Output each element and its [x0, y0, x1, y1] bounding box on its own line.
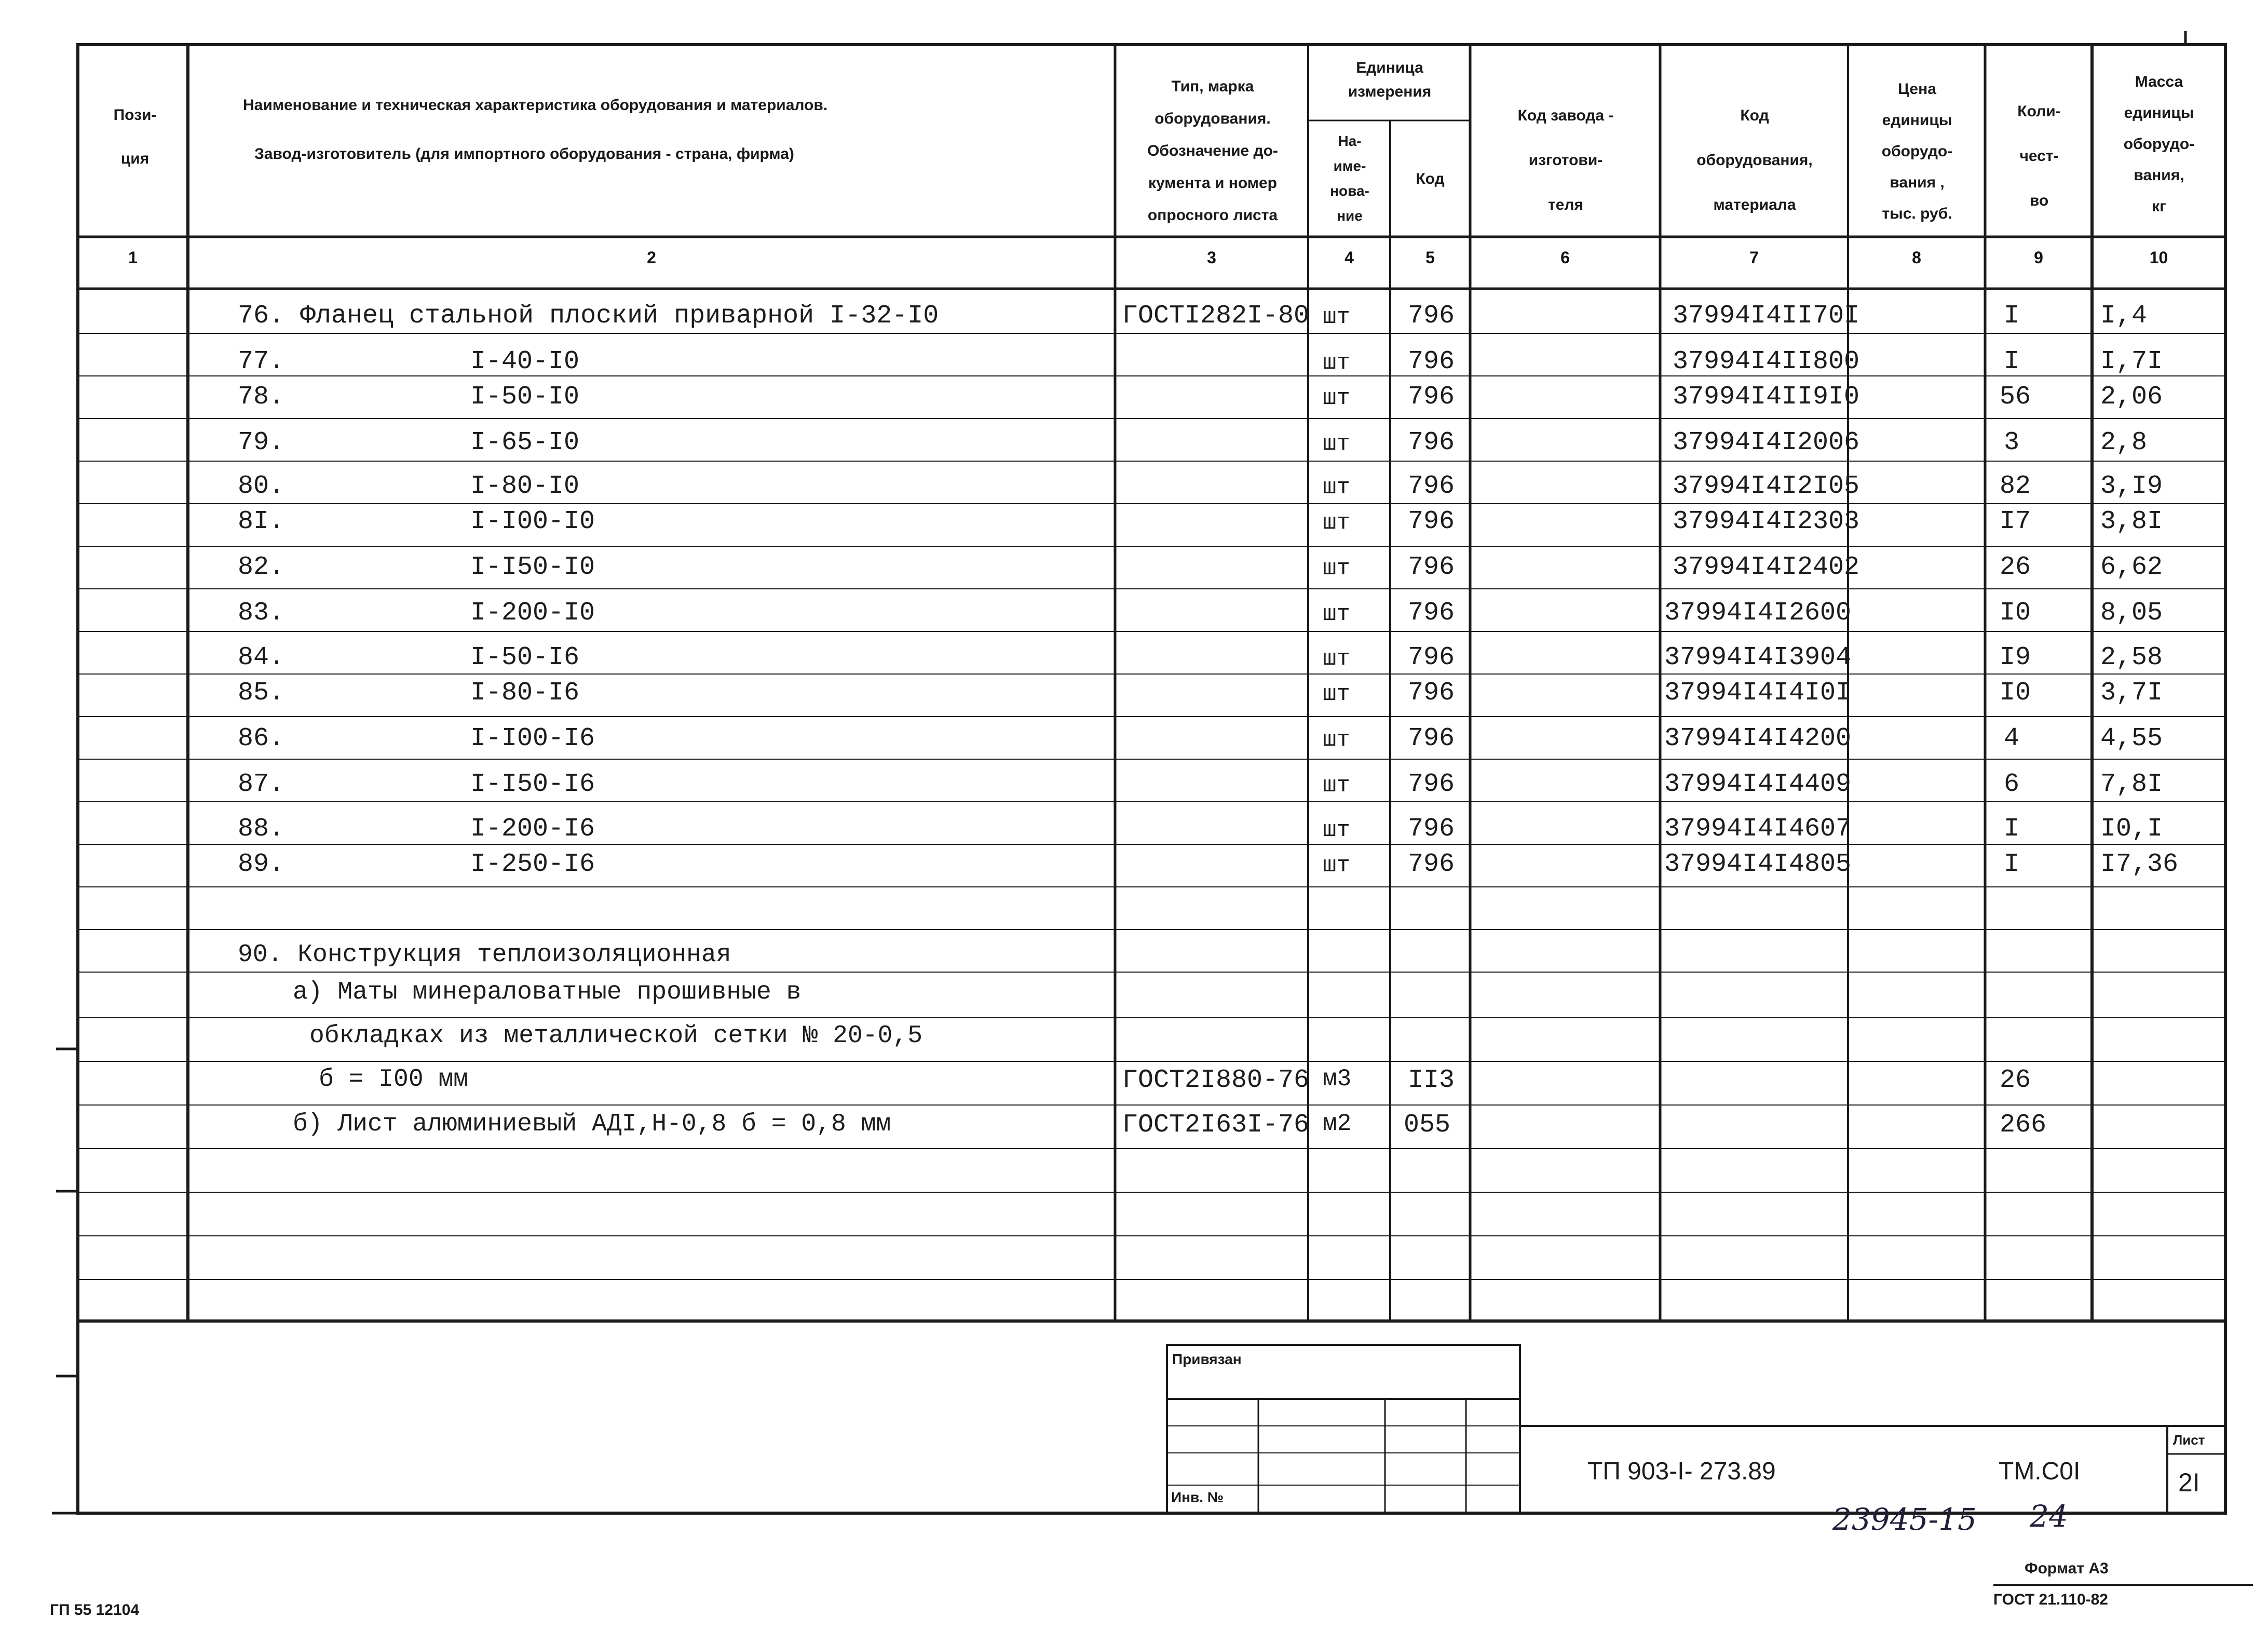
row-81-spec: I-I00-I0	[470, 507, 595, 536]
row-87-ecode: 37994I4I4409	[1664, 770, 1852, 799]
row-89-unit: шт	[1323, 853, 1350, 879]
row-82-qty: 26	[2000, 553, 2031, 582]
row-85-qty: I0	[2000, 678, 2031, 708]
item-90a-unit: м3	[1323, 1066, 1352, 1093]
row-80-qty: 82	[2000, 471, 2031, 501]
colnum-2: 2	[647, 248, 656, 267]
row-82-spec: I-I50-I0	[470, 553, 595, 582]
header-pos: Пози- ция	[113, 106, 157, 167]
row-86-unit: шт	[1323, 727, 1350, 753]
row-87-spec: I-I50-I6	[470, 770, 595, 799]
row-81-ucode: 796	[1408, 507, 1455, 536]
row-85-name: 85.	[238, 678, 285, 708]
row-89-spec: I-250-I6	[470, 850, 595, 879]
row-78-name: 78.	[238, 382, 285, 412]
item-90a-line1: а) Маты минераловатные прошивные в	[293, 978, 802, 1006]
row-81-qty: I7	[2000, 507, 2031, 536]
row-76-unit: шт	[1323, 304, 1350, 330]
row-80-unit: шт	[1323, 475, 1350, 501]
row-88-name: 88.	[238, 814, 285, 844]
colnum-8: 8	[1912, 248, 1921, 267]
row-87-mass: 7,8I	[2100, 770, 2163, 799]
row-79-spec: I-65-I0	[470, 428, 580, 457]
header-equip-code: Код оборудования, материала	[1696, 107, 1813, 213]
header-type: Тип, марка оборудования. Обозначение до- кумента и номер опросного листа	[1147, 78, 1278, 224]
row-83-spec: I-200-I0	[470, 598, 595, 628]
row-77-spec: I-40-I0	[470, 347, 580, 376]
row-76-mass: I,4	[2100, 301, 2148, 331]
row-83-ucode: 796	[1408, 598, 1455, 628]
handwritten-page: 24	[2030, 1499, 2068, 1534]
item-90a-line2: обкладках из металлической сетки № 20-0,5	[309, 1022, 922, 1050]
row-84-ucode: 796	[1408, 643, 1455, 672]
row-89-name: 89.	[238, 850, 285, 879]
item-90b-unit: м2	[1323, 1110, 1352, 1137]
row-79-qty: 3	[2004, 428, 2020, 457]
row-76-ecode: 37994I4II70I	[1673, 301, 1860, 331]
row-87-name: 87.	[238, 770, 285, 799]
row-83-name: 83.	[238, 598, 285, 628]
row-84-mass: 2,58	[2100, 643, 2163, 672]
row-77-name: 77.	[238, 347, 285, 376]
row-80-mass: 3,I9	[2100, 471, 2163, 501]
row-80-name: 80.	[238, 471, 285, 501]
row-79-unit: шт	[1323, 431, 1350, 457]
row-77-ucode: 796	[1408, 347, 1455, 376]
row-84-qty: I9	[2000, 643, 2031, 672]
row-79-name: 79.	[238, 428, 285, 457]
row-87-qty: 6	[2004, 770, 2020, 799]
header-price: Цена единицы оборудо- вания , тыс. руб.	[1881, 80, 1953, 222]
row-78-ecode: 37994I4II9I0	[1673, 382, 1860, 412]
row-77-unit: шт	[1323, 350, 1350, 376]
bottom-left-code: ГП 55 12104	[50, 1601, 140, 1619]
doc-number: ТП 903-I- 273.89	[1587, 1458, 1776, 1485]
sheet-label: Лист	[2173, 1432, 2205, 1448]
row-85-unit: шт	[1323, 681, 1350, 707]
row-82-ecode: 37994I4I2402	[1673, 553, 1860, 582]
row-88-unit: шт	[1323, 817, 1350, 843]
row-83-ecode: 37994I4I2600	[1664, 598, 1852, 628]
row-76-ucode: 796	[1408, 301, 1455, 331]
header-unit-group: Единица измерения	[1348, 59, 1432, 100]
row-76-qty: I	[2004, 301, 2020, 331]
header-qty: Коли- чест- во	[2017, 103, 2061, 209]
row-81-unit: шт	[1323, 510, 1350, 536]
row-87-unit: шт	[1323, 773, 1350, 799]
row-85-mass: 3,7I	[2100, 678, 2163, 708]
row-87-ucode: 796	[1408, 770, 1455, 799]
row-84-spec: I-50-I6	[470, 643, 580, 672]
row-78-qty: 56	[2000, 382, 2031, 412]
row-76-name: 76. Фланец стальной плоский приварной I-32-I0	[238, 301, 939, 331]
row-81-mass: 3,8I	[2100, 507, 2163, 536]
row-83-qty: I0	[2000, 598, 2031, 628]
row-89-mass: I7,36	[2100, 850, 2179, 879]
header-unit-code: Код	[1416, 170, 1445, 187]
row-80-ucode: 796	[1408, 471, 1455, 501]
row-76-doc: ГОСТI282I-80	[1122, 301, 1310, 331]
row-77-qty: I	[2004, 347, 2020, 376]
row-88-qty: I	[2004, 814, 2020, 844]
header-plant-code: Код завода - изготови- теля	[1517, 107, 1614, 213]
sheet-number: 2I	[2178, 1468, 2200, 1497]
row-86-ecode: 37994I4I4200	[1664, 724, 1852, 753]
row-88-spec: I-200-I6	[470, 814, 595, 844]
row-78-spec: I-50-I0	[470, 382, 580, 412]
colnum-10: 10	[2149, 248, 2168, 267]
colnum-7: 7	[1749, 248, 1759, 267]
header-name-line1: Наименование и техническая характеристика оборудования и материалов.	[243, 97, 828, 114]
row-86-name: 86.	[238, 724, 285, 753]
row-89-qty: I	[2004, 850, 2020, 879]
colnum-5: 5	[1425, 248, 1435, 267]
row-86-ucode: 796	[1408, 724, 1455, 753]
item-90a-ucode: II3	[1408, 1066, 1455, 1095]
row-85-ecode: 37994I4I4I0I	[1664, 678, 1852, 708]
row-85-ucode: 796	[1408, 678, 1455, 708]
header-mass: Масса единицы оборудо- вания, кг	[2123, 73, 2195, 215]
row-84-ecode: 37994I4I3904	[1664, 643, 1852, 672]
item-90a-doc: ГОСТ2I880-76	[1122, 1066, 1310, 1095]
item-90b-ucode: 055	[1404, 1110, 1451, 1140]
row-82-unit: шт	[1323, 556, 1350, 582]
header-name-line2: Завод-изготовитель (для импортного оборудования - страна, фирма)	[254, 145, 794, 163]
row-89-ucode: 796	[1408, 850, 1455, 879]
item-90b-doc: ГОСТ2I63I-76	[1122, 1110, 1310, 1140]
row-88-ecode: 37994I4I4607	[1664, 814, 1852, 844]
stamp-inv: Инв. №	[1171, 1489, 1224, 1505]
header-unit-name: На- име- нова- ние	[1330, 133, 1369, 224]
colnum-3: 3	[1207, 248, 1216, 267]
row-82-name: 82.	[238, 553, 285, 582]
row-85-spec: I-80-I6	[470, 678, 580, 708]
row-86-mass: 4,55	[2100, 724, 2163, 753]
row-79-ecode: 37994I4I2006	[1673, 428, 1860, 457]
row-78-mass: 2,06	[2100, 382, 2163, 412]
row-79-ucode: 796	[1408, 428, 1455, 457]
format-label: Формат А3	[2025, 1560, 2109, 1577]
row-79-mass: 2,8	[2100, 428, 2148, 457]
row-78-ucode: 796	[1408, 382, 1455, 412]
row-82-mass: 6,62	[2100, 553, 2163, 582]
row-77-ecode: 37994I4II800	[1673, 347, 1860, 376]
gost-label: ГОСТ 21.110-82	[1993, 1591, 2108, 1608]
row-78-unit: шт	[1323, 385, 1350, 411]
row-86-spec: I-I00-I6	[470, 724, 595, 753]
row-86-qty: 4	[2004, 724, 2020, 753]
colnum-9: 9	[2034, 248, 2043, 267]
row-81-name: 8I.	[238, 507, 285, 536]
row-80-ecode: 37994I4I2I05	[1673, 471, 1860, 501]
handwritten-number: 23945-15	[1832, 1502, 1977, 1537]
colnum-6: 6	[1560, 248, 1570, 267]
row-82-ucode: 796	[1408, 553, 1455, 582]
item-90b-qty: 266	[2000, 1110, 2047, 1140]
row-84-name: 84.	[238, 643, 285, 672]
row-88-mass: I0,I	[2100, 814, 2163, 844]
row-83-unit: шт	[1323, 601, 1350, 627]
row-84-unit: шт	[1323, 646, 1350, 672]
row-80-spec: I-80-I0	[470, 471, 580, 501]
row-77-mass: I,7I	[2100, 347, 2163, 376]
row-83-mass: 8,05	[2100, 598, 2163, 628]
item-90b-line: б) Лист алюминиевый АДI,Н-0,8 б = 0,8 мм	[293, 1110, 891, 1138]
item-90-title: 90. Конструкция теплоизоляционная	[238, 941, 731, 969]
colnum-1: 1	[128, 248, 138, 267]
row-88-ucode: 796	[1408, 814, 1455, 844]
stamp-privyazan: Привязан	[1172, 1351, 1242, 1367]
item-90a-line3: б = I00 мм	[319, 1066, 469, 1094]
doc-mark: ТМ.С0I	[1999, 1458, 2081, 1485]
row-81-ecode: 37994I4I2303	[1673, 507, 1860, 536]
item-90a-qty: 26	[2000, 1066, 2031, 1095]
row-89-ecode: 37994I4I4805	[1664, 850, 1852, 879]
colnum-4: 4	[1344, 248, 1354, 267]
